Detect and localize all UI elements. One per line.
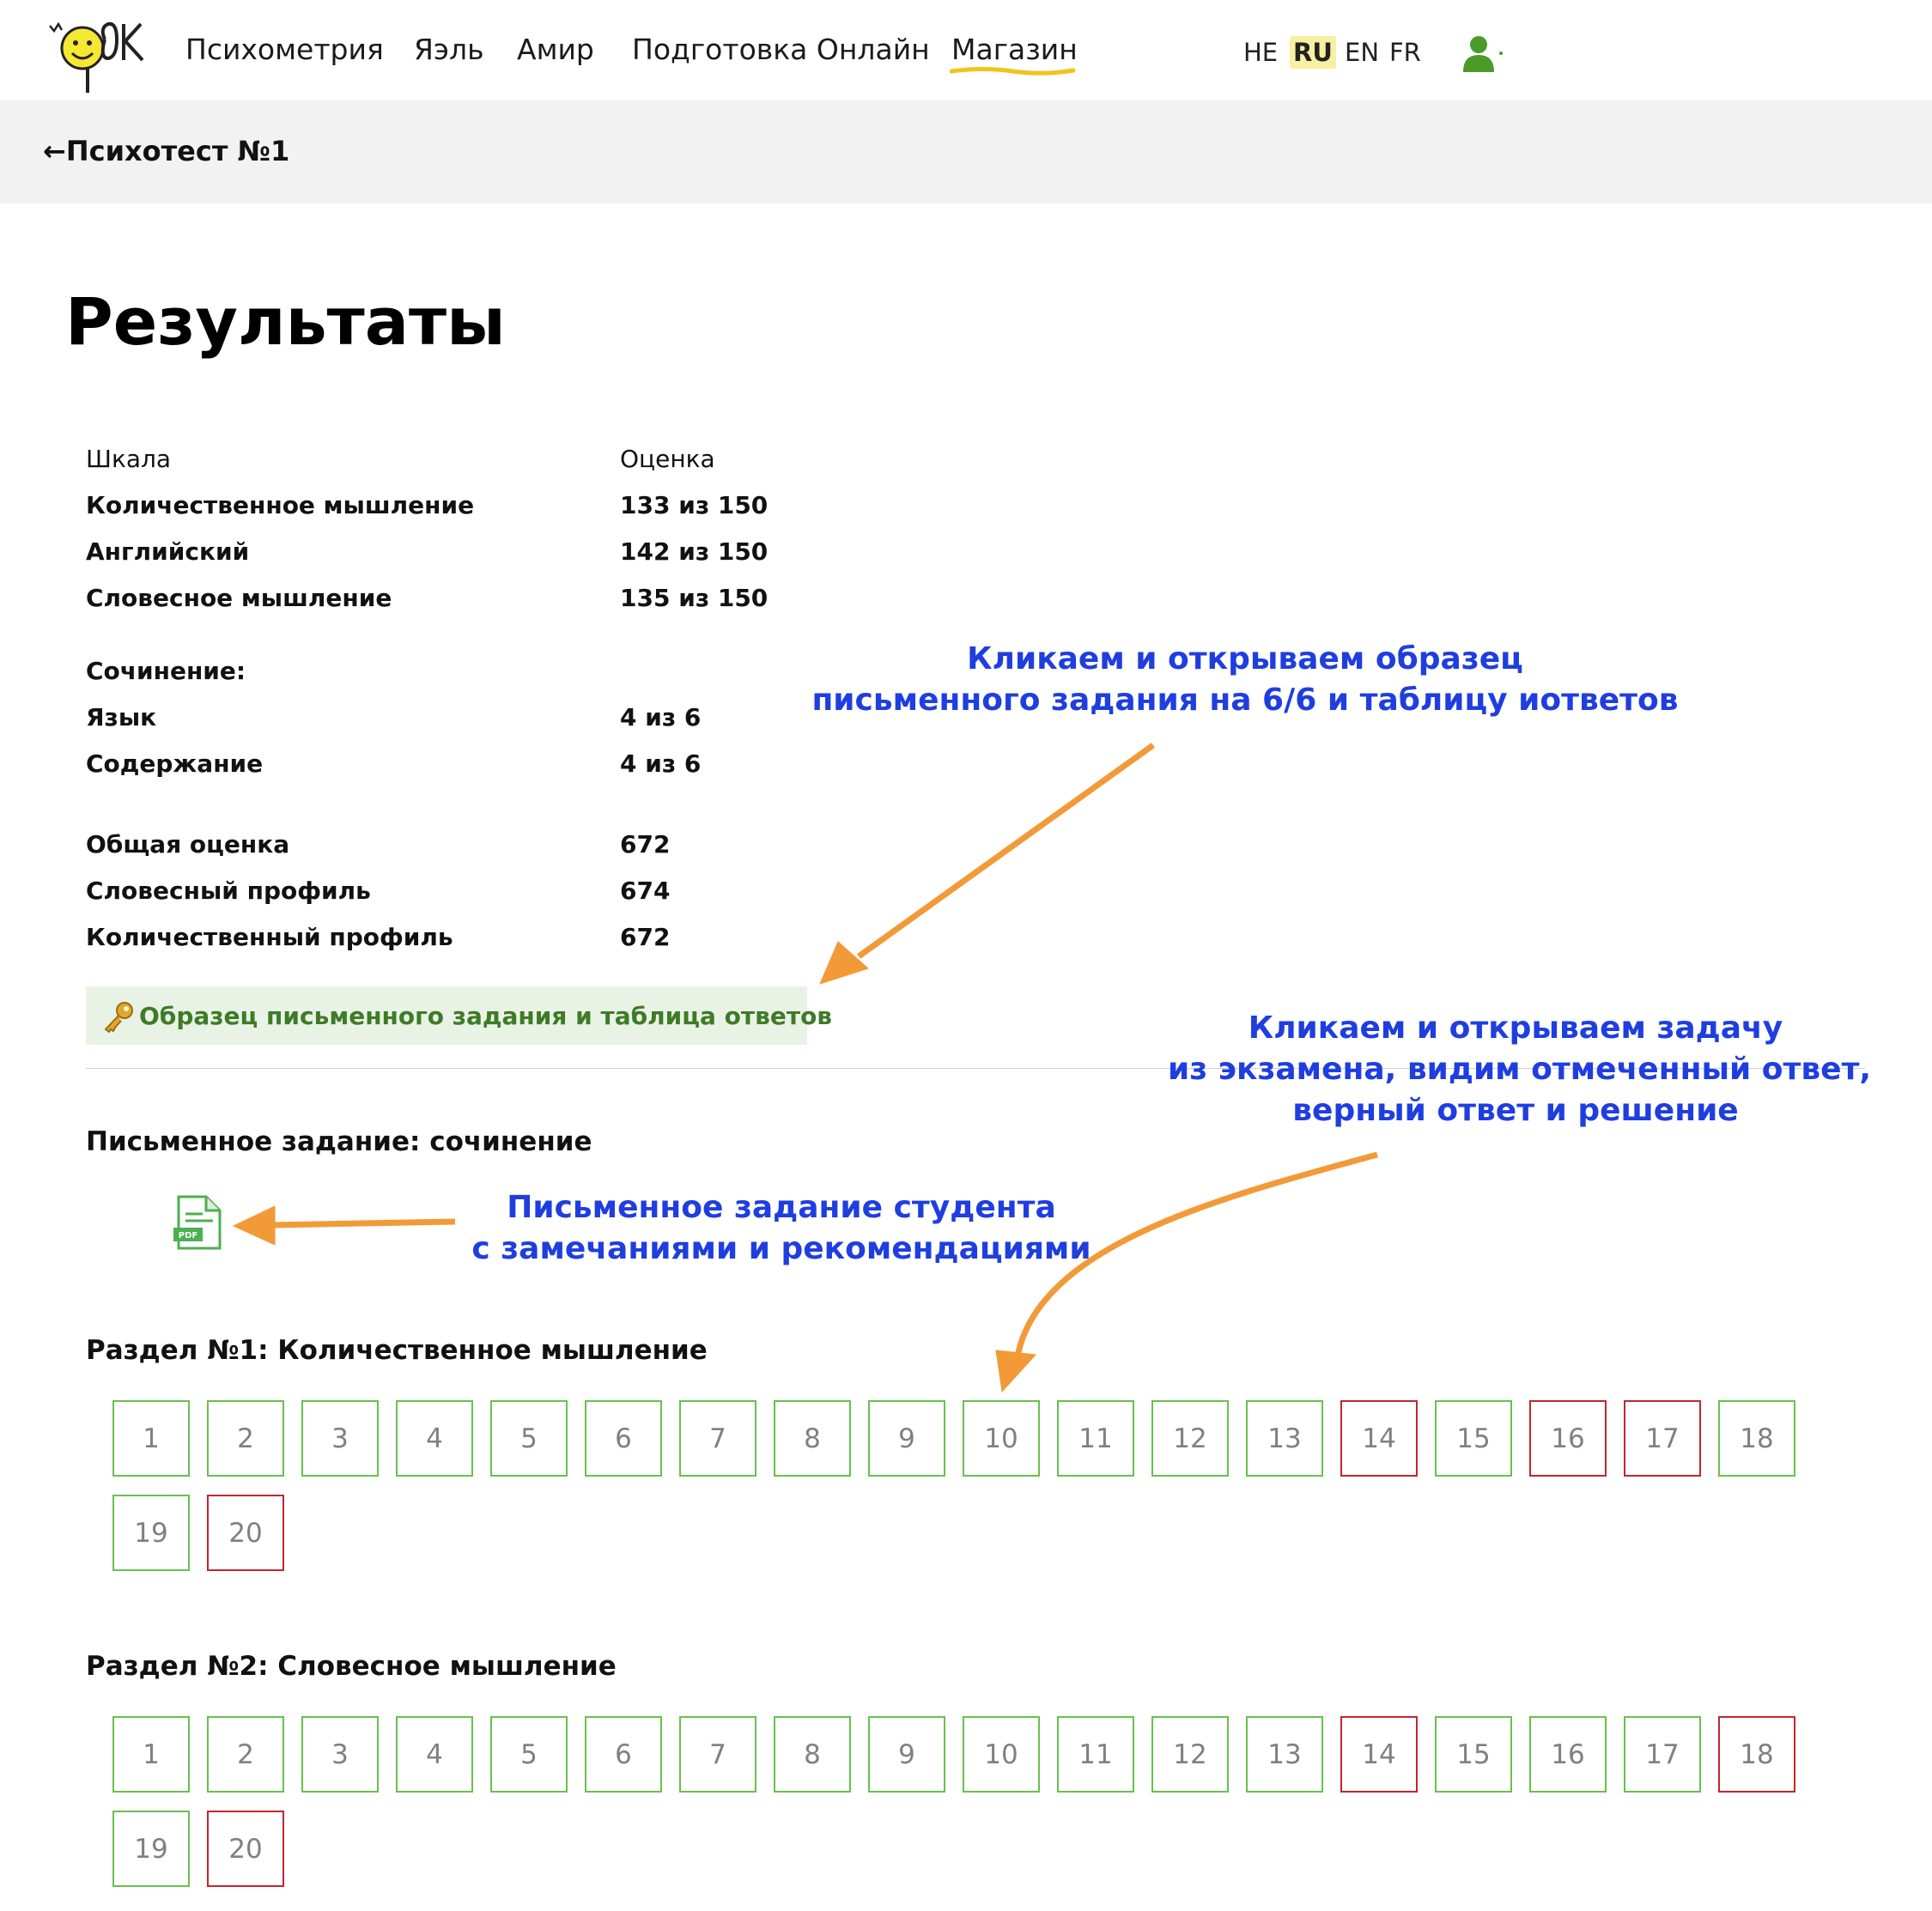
annotation-line: Кликаем и открываем задачу [1248, 1010, 1783, 1046]
lang-en[interactable]: EN [1345, 38, 1380, 67]
row-label: Язык [86, 703, 157, 731]
lang-he[interactable]: HE [1243, 38, 1279, 67]
question-button[interactable]: 4 [396, 1400, 473, 1477]
question-button[interactable]: 1 [112, 1716, 190, 1793]
arrow-to-pdf [234, 1206, 455, 1245]
annotation-line: Письменное задание студента [507, 1190, 1056, 1225]
question-button[interactable]: 2 [207, 1716, 284, 1793]
question-button[interactable]: 19 [112, 1495, 190, 1571]
nav-link-amir[interactable]: Амир [517, 33, 594, 66]
annotation-line: верный ответ и решение [1292, 1093, 1739, 1128]
question-button[interactable]: 7 [679, 1400, 756, 1477]
question-button[interactable]: 15 [1435, 1716, 1512, 1793]
row-value: 672 [620, 830, 671, 858]
row-label: Количественный профиль [86, 923, 453, 951]
active-link-underline [950, 65, 1075, 76]
site-logo[interactable] [45, 14, 153, 96]
back-link[interactable]: ←Психотест №1 [43, 135, 290, 167]
annotation-pdf-note [464, 1187, 1099, 1270]
question-button[interactable]: 5 [490, 1716, 568, 1793]
question-button[interactable]: 9 [868, 1400, 945, 1477]
question-button[interactable]: 4 [396, 1716, 473, 1793]
section-1-title: Раздел №1: Количественное мышление [86, 1335, 708, 1366]
question-button[interactable]: 10 [963, 1400, 1040, 1477]
writing-task-title: Письменное задание: сочинение [86, 1126, 592, 1157]
question-button[interactable]: 18 [1718, 1400, 1795, 1477]
question-button[interactable]: 20 [207, 1495, 284, 1571]
question-button[interactable]: 12 [1151, 1716, 1229, 1793]
question-button[interactable]: 10 [963, 1716, 1040, 1793]
row-value: 4 из 6 [620, 749, 702, 778]
nav-link-psychometry[interactable]: Психометрия [185, 33, 384, 66]
nav-link-shop[interactable]: Магазин [951, 33, 1078, 66]
header-score: Оценка [620, 445, 715, 473]
answer-key-label: Образец письменного задания и таблица ответов [139, 1002, 833, 1030]
row-label: Количественное мышление [86, 491, 475, 519]
row-value: 135 из 150 [620, 584, 769, 612]
annotation-line: Кликаем и открываем образец [967, 641, 1523, 676]
question-button[interactable]: 8 [774, 1400, 851, 1477]
annotation-line: письменного задания на 6/6 и таблицу иответов [811, 682, 1679, 718]
top-navbar [0, 0, 1932, 100]
annotation-key-note [799, 639, 1692, 721]
lang-fr[interactable]: FR [1389, 38, 1421, 67]
question-button[interactable]: 14 [1340, 1400, 1418, 1477]
question-button[interactable]: 5 [490, 1400, 568, 1477]
question-button[interactable]: 6 [585, 1716, 662, 1793]
arrow-to-answer-key [820, 745, 1153, 984]
annotation-question-note [1168, 1008, 1872, 1131]
question-button[interactable]: 11 [1057, 1400, 1134, 1477]
question-button[interactable]: 6 [585, 1400, 662, 1477]
question-button[interactable]: 3 [301, 1716, 379, 1793]
essay-title: Сочинение: [86, 657, 246, 685]
question-button[interactable]: 20 [207, 1811, 284, 1887]
page-title: Результаты [65, 283, 506, 360]
question-button[interactable]: 13 [1246, 1716, 1323, 1793]
pdf-badge-label: PDF [178, 1231, 198, 1241]
question-button[interactable]: 13 [1246, 1400, 1323, 1477]
question-button[interactable]: 2 [207, 1400, 284, 1477]
question-button[interactable]: 1 [112, 1400, 190, 1477]
row-value: 142 из 150 [620, 537, 769, 566]
question-button[interactable]: 12 [1151, 1400, 1229, 1477]
row-label: Словесное мышление [86, 584, 392, 612]
question-button[interactable]: 3 [301, 1400, 379, 1477]
question-button[interactable]: 11 [1057, 1716, 1134, 1793]
row-label: Английский [86, 537, 250, 566]
row-value: 4 из 6 [620, 703, 702, 731]
question-button[interactable]: 18 [1718, 1716, 1795, 1793]
nav-link-yael[interactable]: Яэль [414, 33, 484, 66]
question-button[interactable]: 16 [1529, 1716, 1607, 1793]
question-button[interactable]: 9 [868, 1716, 945, 1793]
answer-key-button[interactable] [86, 986, 833, 1045]
question-button[interactable]: 8 [774, 1716, 851, 1793]
question-button[interactable]: 19 [112, 1811, 190, 1887]
annotation-line: с замечаниями и рекомендациями [471, 1231, 1091, 1266]
question-button[interactable]: 17 [1624, 1400, 1701, 1477]
header-scale: Шкала [86, 445, 172, 473]
pdf-file-icon[interactable] [173, 1195, 223, 1250]
row-value: 672 [620, 923, 671, 951]
lang-ru[interactable]: RU [1290, 36, 1336, 69]
annotation-line: из экзамена, видим отмеченный ответ, [1168, 1052, 1872, 1087]
question-button[interactable]: 16 [1529, 1400, 1607, 1477]
breadcrumb-bar [0, 100, 1932, 203]
question-button[interactable]: 17 [1624, 1716, 1701, 1793]
question-button[interactable]: 15 [1435, 1400, 1512, 1477]
row-value: 133 из 150 [620, 491, 769, 519]
row-label: Словесный профиль [86, 877, 371, 905]
nav-link-online-prep[interactable]: Подготовка Онлайн [632, 33, 930, 66]
row-label: Общая оценка [86, 830, 290, 858]
question-button[interactable]: 7 [679, 1716, 756, 1793]
row-label: Содержание [86, 749, 264, 778]
key-icon [101, 1000, 136, 1034]
user-icon[interactable] [1460, 33, 1504, 74]
row-value: 674 [620, 877, 671, 905]
section-2-title: Раздел №2: Словесное мышление [86, 1651, 617, 1682]
question-button[interactable]: 14 [1340, 1716, 1418, 1793]
